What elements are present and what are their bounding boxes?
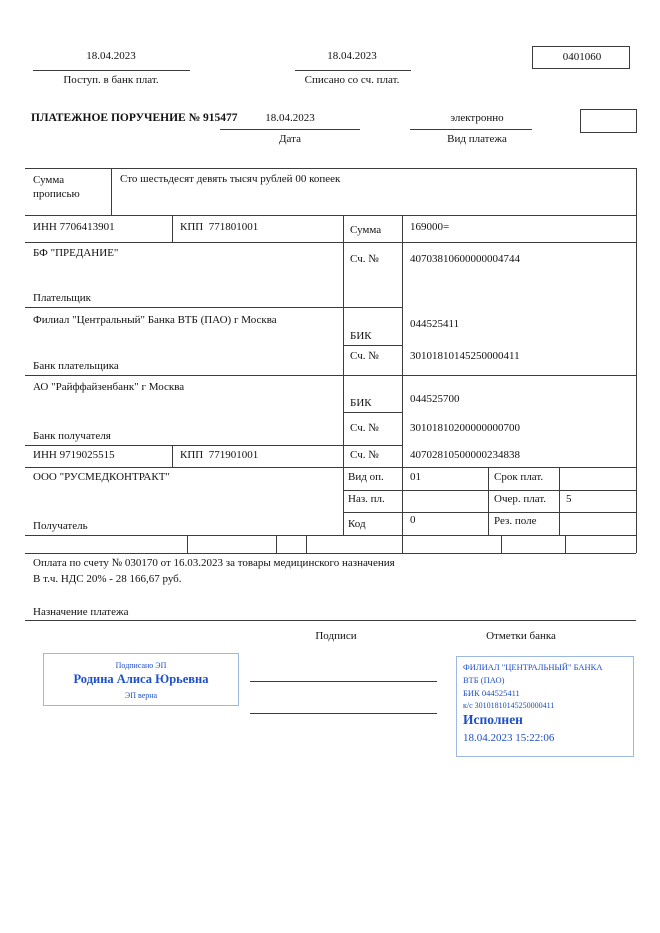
table-line [343,412,402,413]
payment-kind-label: Вид платежа [447,133,507,145]
document-title: ПЛАТЕЖНОЕ ПОРУЧЕНИЕ № 915477 [31,112,238,124]
payee-inn: ИНН 9719025515 [33,449,115,461]
payer-bank-bik: 044525411 [410,318,460,330]
received-in-bank-label: Поступ. в банк плат. [63,74,159,86]
table-line [187,535,188,553]
table-line [25,215,636,216]
bank-stamp-bank-line1: ФИЛИАЛ "ЦЕНТРАЛЬНЫЙ" БАНКА [463,662,603,672]
op-kind-value: 01 [410,471,421,483]
payee-section-label: Получатель [33,520,88,532]
table-line [402,535,403,553]
payer-inn: ИНН 7706413901 [33,221,115,233]
date-label: Дата [279,133,301,145]
signer-name: Родина Алиса Юрьевна [73,672,209,686]
reserve-field-label: Рез. поле [494,515,537,527]
payment-kind-value: электронно [450,112,504,124]
payee-bank-account-label: Сч. № [350,422,379,434]
table-line [111,168,112,215]
purpose-underline [25,620,636,621]
table-line [565,535,566,553]
table-line [25,242,636,243]
payer-account-label: Сч. № [350,253,379,265]
payee-account-label: Сч. № [350,449,379,461]
queue-label: Очер. плат. [494,493,547,505]
bank-stamp-bik: БИК 044525411 [463,688,520,698]
table-line [172,445,173,467]
debited-date-underline [295,70,411,71]
table-line [25,307,402,308]
purpose-line1: Оплата по счету № 030170 от 16.03.2023 за товары медицинского назначения [33,557,395,569]
signature-verified-label: ЭП верна [124,691,158,700]
signature-line [250,713,437,714]
payment-kind-underline [410,129,532,130]
amount-value: 169000= [410,221,450,233]
signature-line [250,681,437,682]
debited-label: Списано со сч. плат. [304,74,400,86]
document-date: 18.04.2023 [265,112,315,124]
table-line [636,168,637,553]
payee-name: ООО "РУСМЕДКОНТРАКТ" [33,471,170,483]
amount-label: Сумма [350,224,382,236]
amount-words-label: Сумма прописью [33,174,80,200]
payer-account: 40703810600000004744 [410,253,520,265]
purpose-line2: В т.ч. НДС 20% - 28 166,67 руб. [33,573,182,585]
payer-bank-section-label: Банк плательщика [33,360,119,372]
signed-by-label: Подписано ЭП [115,661,167,670]
table-line [343,490,636,491]
form-code-box [532,46,630,69]
payee-account: 40702810500000234838 [410,449,520,461]
code-value: 0 [410,514,416,526]
status-code-box [580,109,637,133]
table-line [402,215,403,535]
bank-stamp-bank-line2: ВТБ (ПАО) [463,675,505,685]
table-line [25,375,636,376]
payee-kpp: КПП 771901001 [180,449,259,461]
payer-bank-account-label: Сч. № [350,350,379,362]
payer-kpp: КПП 771801001 [180,221,259,233]
table-line [306,535,307,553]
received-in-bank-date: 18.04.2023 [86,50,136,62]
payer-bank-name: Филиал "Центральный" Банка ВТБ (ПАО) г Москва [33,314,277,326]
date-underline [220,129,360,130]
table-line [343,215,344,535]
table-line [276,535,277,553]
payee-bank-bik: 044525700 [410,393,460,405]
payer-bank-bik-label: БИК [350,330,372,342]
received-date-underline [33,70,190,71]
signatures-label: Подписи [315,630,357,642]
table-line [343,345,402,346]
bank-stamp-status: Исполнен [463,712,523,727]
pay-purpose-code-label: Наз. пл. [348,493,385,505]
amount-words-value: Сто шестьдесят девять тысяч рублей 00 копеек [120,173,341,185]
payer-section-label: Плательщик [33,292,91,304]
form-code: 0401060 [562,51,602,63]
bank-stamp-corr-account: к/с 30101810145250000411 [463,701,555,710]
debited-date: 18.04.2023 [327,50,377,62]
table-line [488,467,489,535]
payee-bank-section-label: Банк получателя [33,430,111,442]
table-line [172,215,173,242]
payee-bank-name: АО "Райффайзенбанк" г Москва [33,381,185,393]
payer-name: БФ "ПРЕДАНИЕ" [33,247,119,259]
table-line [343,512,636,513]
table-line [25,168,636,169]
bank-stamp-datetime: 18.04.2023 15:22:06 [463,732,555,744]
table-line [25,445,402,446]
table-line [25,467,636,468]
payee-bank-account: 30101810200000000700 [410,422,520,434]
payer-bank-account: 30101810145250000411 [410,350,520,362]
code-label: Код [348,518,366,530]
table-line [559,467,560,535]
purpose-section-label: Назначение платежа [33,606,129,618]
pay-term-label: Срок плат. [494,471,544,483]
table-line [25,535,636,536]
queue-value: 5 [566,493,572,505]
bank-marks-label: Отметки банка [486,630,556,642]
payee-bank-bik-label: БИК [350,397,372,409]
table-line [501,535,502,553]
op-kind-label: Вид оп. [348,471,384,483]
table-line [25,553,636,554]
